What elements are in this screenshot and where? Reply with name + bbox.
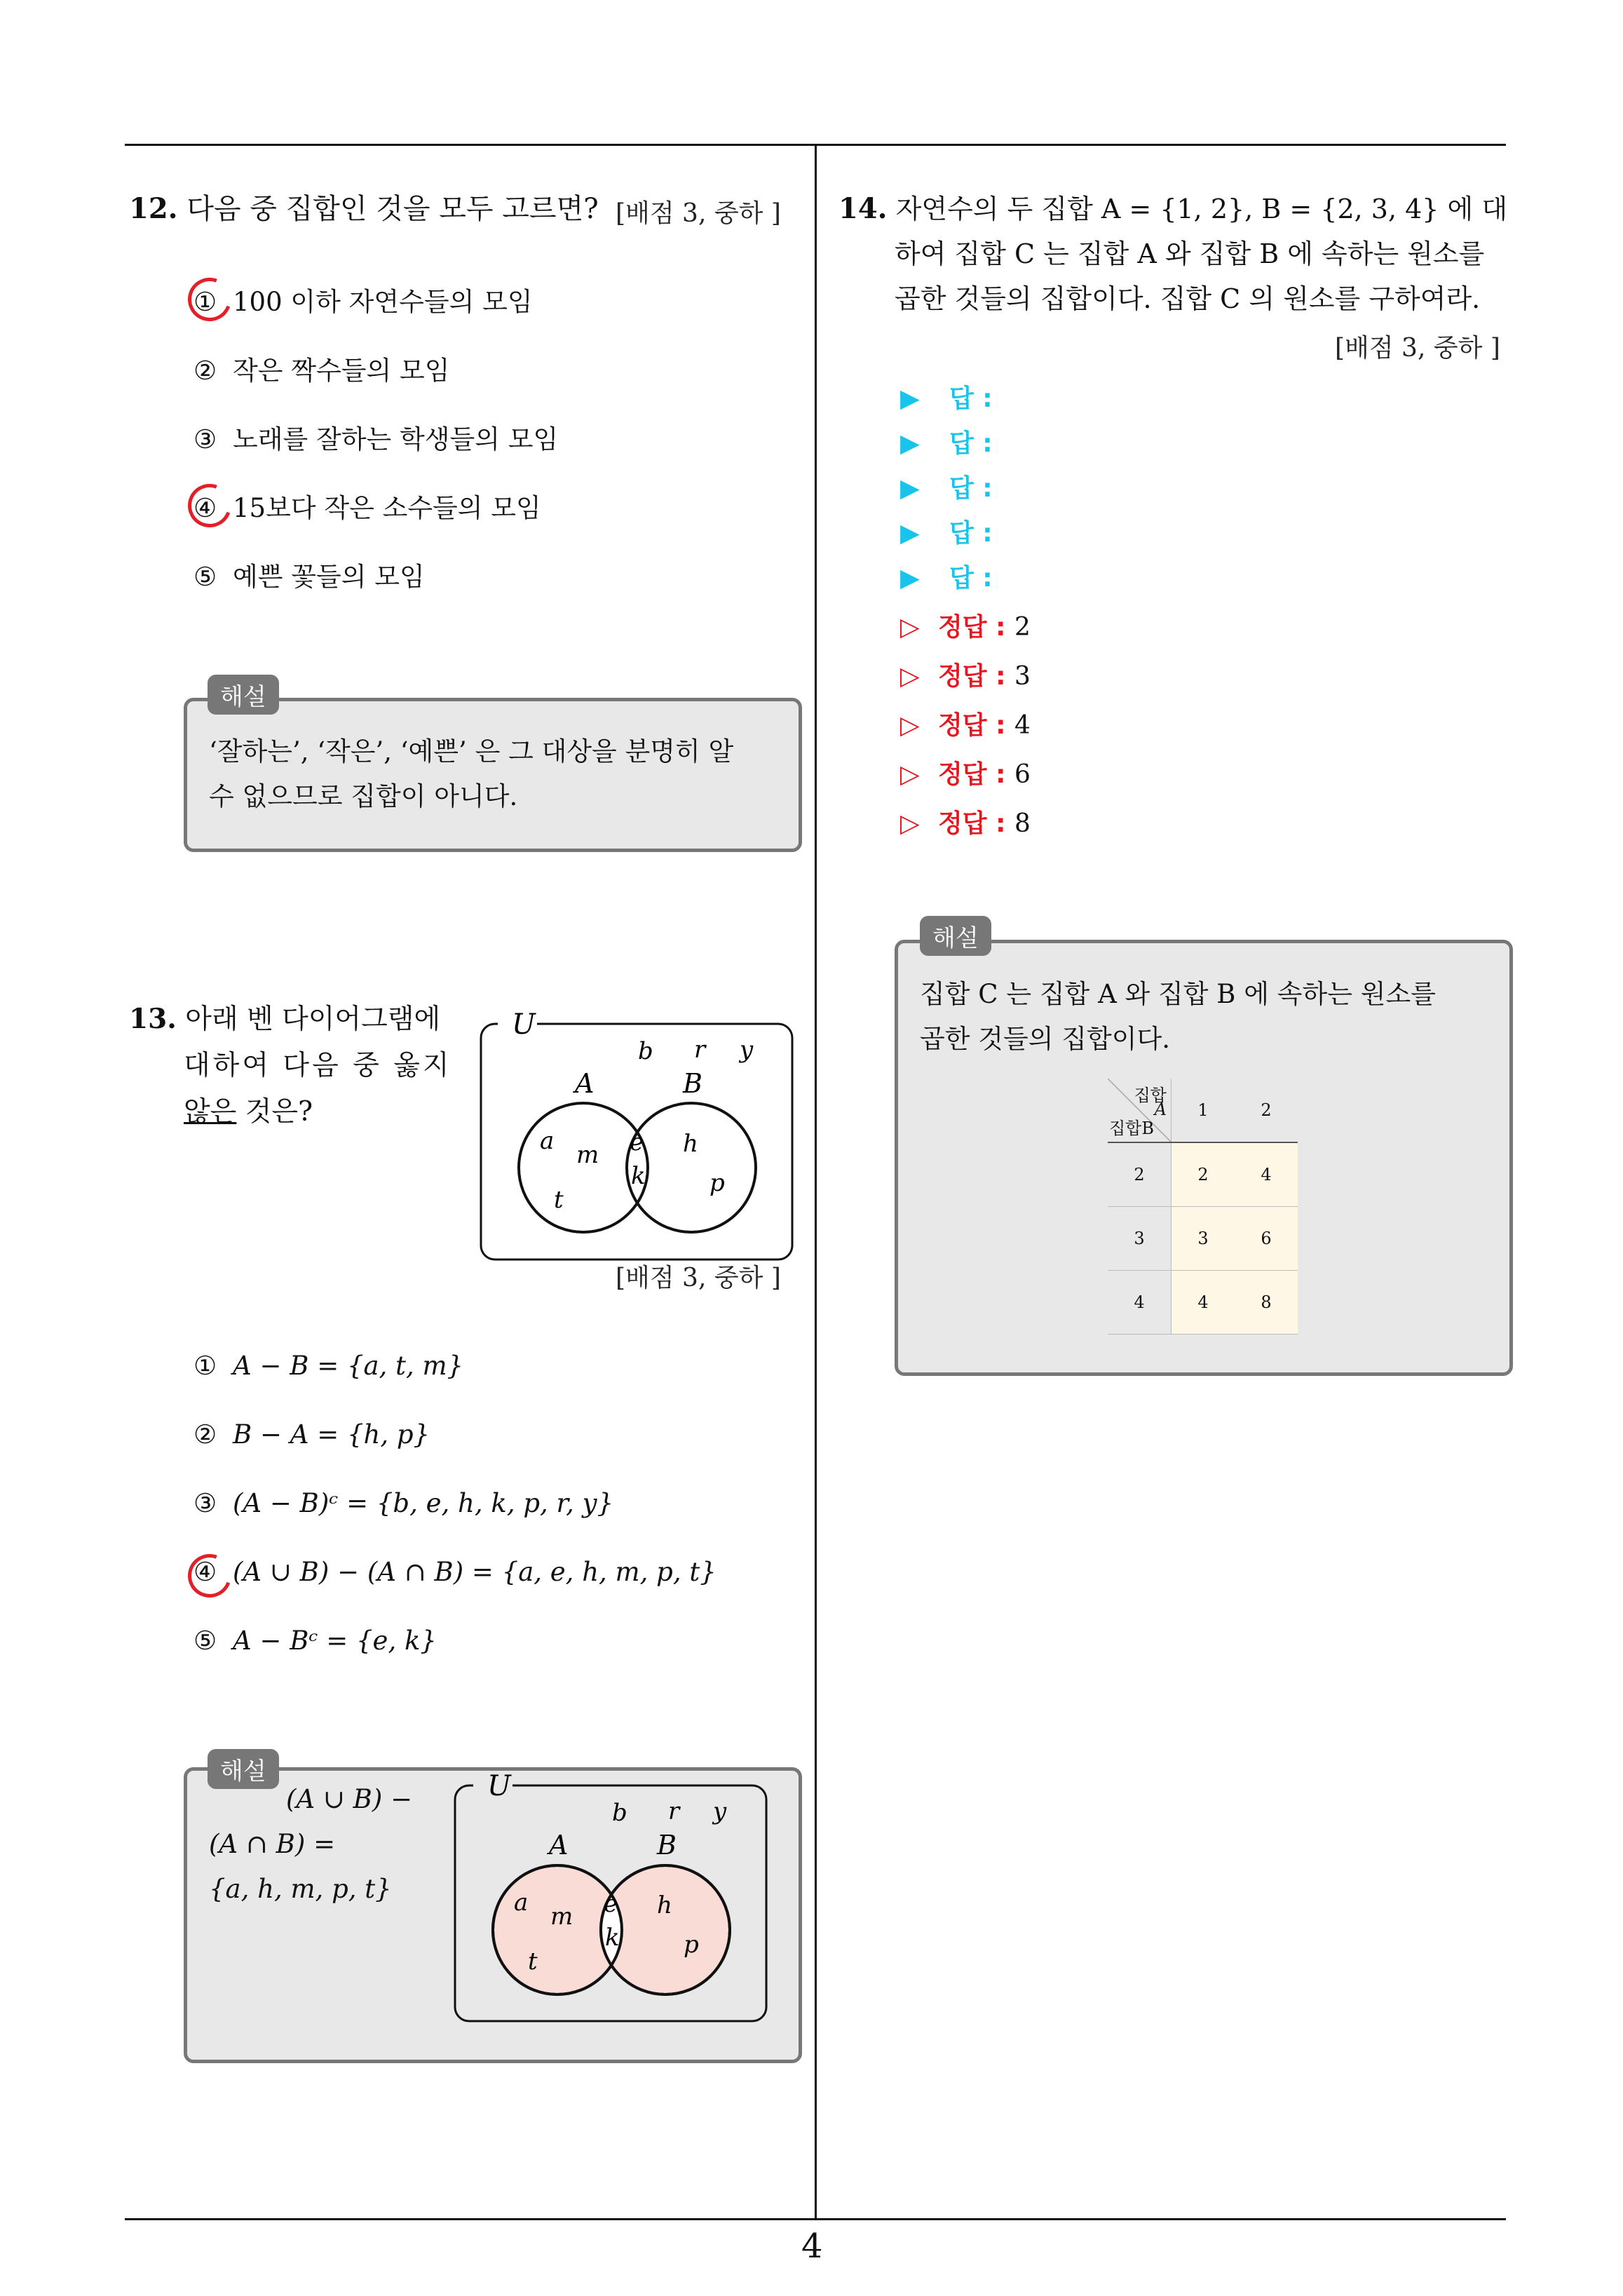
q14-answer-blank-1[interactable]: ▶ 답 : <box>900 384 993 413</box>
q14-answer-blank-5[interactable]: ▶ 답 : <box>900 564 993 593</box>
q13-explanation-text: (A ∪ B) − (A ∩ B) = {a, h, m, p, t} <box>209 1784 413 1904</box>
q12-choice-1[interactable]: ① 100 이하 자연수들의 모임 <box>193 287 533 317</box>
q14-header: 14. 자연수의 두 집합 A = {1, 2}, B = {2, 3, 4} 에 대 하여 집합 C 는 집합 A 와 집합 B 에 속하는 원소를 곱한 것들의 집합이다. 집합 C 의 원소를 구하여라. <box>838 192 1508 314</box>
q14-answer-blank-3[interactable]: ▶ 답 : <box>900 474 993 503</box>
a-only-element: a <box>514 1889 529 1917</box>
q12-explanation-tag: 해설 <box>208 675 279 715</box>
set-a-label: A <box>549 1830 569 1861</box>
a-only-element: t <box>554 1186 564 1214</box>
b-only-element: p <box>709 1169 725 1197</box>
column-divider <box>815 144 817 2220</box>
q14-correct-answer-2: ▷ 정답 : 3 <box>900 662 1031 691</box>
table-cell: 8 <box>1235 1271 1298 1335</box>
table-col-header: 1 <box>1172 1079 1235 1142</box>
table-cell: 4 <box>1235 1142 1298 1207</box>
q12-number: 12. <box>129 192 178 225</box>
set-b-label: B <box>657 1830 677 1861</box>
b-only-element: p <box>684 1931 699 1959</box>
q14-explanation-text: 집합 C 는 집합 A 와 집합 B 에 속하는 원소를 곱한 것들의 집합이다. <box>920 979 1436 1054</box>
q14-answer-blank-4[interactable]: ▶ 답 : <box>900 519 993 548</box>
q12-explanation-text: ‘잘하는’, ‘작은’, ‘예쁜’ 은 그 대상을 분명히 알 수 없으므로 집합이 아니다. <box>209 736 734 811</box>
table-row-header: 3 <box>1108 1207 1172 1271</box>
q12-points: [배점 3, 중하 ] <box>616 199 781 228</box>
intersection-element: k <box>605 1924 620 1952</box>
universe-label: U <box>487 1770 511 1802</box>
q12-question: 다음 중 집합인 것을 모두 고르면? <box>186 193 599 225</box>
table-row-header: 4 <box>1108 1271 1172 1335</box>
universe-label: U <box>512 1008 536 1041</box>
table-corner-cell: 집합 A 집합B <box>1108 1079 1172 1142</box>
q14-explanation-tag: 해설 <box>920 916 991 956</box>
q14-multiplication-table <box>1108 1079 1298 1335</box>
q12-header <box>129 187 599 231</box>
set-b-label: B <box>683 1068 702 1099</box>
table-cell: 3 <box>1172 1207 1235 1271</box>
q12-choice-4[interactable]: ④ 15보다 작은 소수들의 모임 <box>193 493 541 523</box>
q14-answer-blank-2[interactable]: ▶ 답 : <box>900 429 993 458</box>
q13-explanation-tag: 해설 <box>208 1749 279 1789</box>
intersection-element: e <box>630 1128 644 1156</box>
intersection-element: k <box>631 1162 646 1190</box>
q12-choice-3[interactable]: ③ 노래를 잘하는 학생들의 모임 <box>193 424 559 454</box>
outside-element: y <box>740 1036 754 1064</box>
q13-choice-1[interactable]: ① A − B = {a, t, m} <box>193 1351 464 1381</box>
a-only-element: t <box>528 1947 538 1976</box>
q14-correct-answer-3: ▷ 정답 : 4 <box>900 711 1031 740</box>
b-only-element: h <box>657 1891 672 1919</box>
q13-header: 13. 아래 벤 다이어그램에 대하여 다음 중 옳지 않은 것은? <box>129 1003 452 1128</box>
table-cell: 2 <box>1172 1142 1235 1207</box>
q13-explanation-venn <box>452 1767 775 2027</box>
table-row-header: 2 <box>1108 1142 1172 1207</box>
q12-choice-2[interactable]: ② 작은 짝수들의 모임 <box>193 356 450 386</box>
table-cell: 4 <box>1172 1271 1235 1335</box>
bottom-rule <box>125 2218 1506 2220</box>
q14-number: 14. <box>838 192 888 225</box>
q13-choice-3[interactable]: ③ (A − B)ᶜ = {b, e, h, k, p, r, y} <box>193 1488 614 1518</box>
table-col-header: 2 <box>1235 1079 1298 1142</box>
b-only-element: h <box>683 1130 698 1158</box>
q14-correct-answer-5: ▷ 정답 : 8 <box>900 809 1031 838</box>
page-number: 4 <box>801 2227 823 2266</box>
q13-number: 13. <box>129 1003 177 1035</box>
a-only-element: m <box>550 1903 573 1931</box>
outside-element: r <box>694 1036 706 1064</box>
q13-choice-5[interactable]: ⑤ A − Bᶜ = {e, k} <box>193 1626 437 1656</box>
set-a-label: A <box>575 1068 595 1099</box>
a-only-element: a <box>540 1127 555 1155</box>
q14-points: [배점 3, 중하 ] <box>1335 334 1500 363</box>
outside-element: r <box>668 1797 680 1825</box>
q13-points: [배점 3, 중하 ] <box>616 1264 781 1292</box>
q14-correct-answer-1: ▷ 정답 : 2 <box>900 613 1031 642</box>
intersection-element: e <box>604 1890 618 1918</box>
q13-choice-4[interactable]: ④ (A ∪ B) − (A ∩ B) = {a, e, h, m, p, t} <box>193 1557 717 1587</box>
a-only-element: m <box>576 1141 599 1169</box>
outside-element: y <box>713 1797 727 1825</box>
q12-choice-5[interactable]: ⑤ 예쁜 꽃들의 모임 <box>193 562 425 592</box>
table-cell: 6 <box>1235 1207 1298 1271</box>
outside-element: b <box>612 1799 627 1827</box>
outside-element: b <box>638 1037 653 1065</box>
q13-venn-diagram <box>477 1003 799 1269</box>
q14-correct-answer-4: ▷ 정답 : 6 <box>900 760 1031 789</box>
q13-choice-2[interactable]: ② B − A = {h, p} <box>193 1419 430 1450</box>
